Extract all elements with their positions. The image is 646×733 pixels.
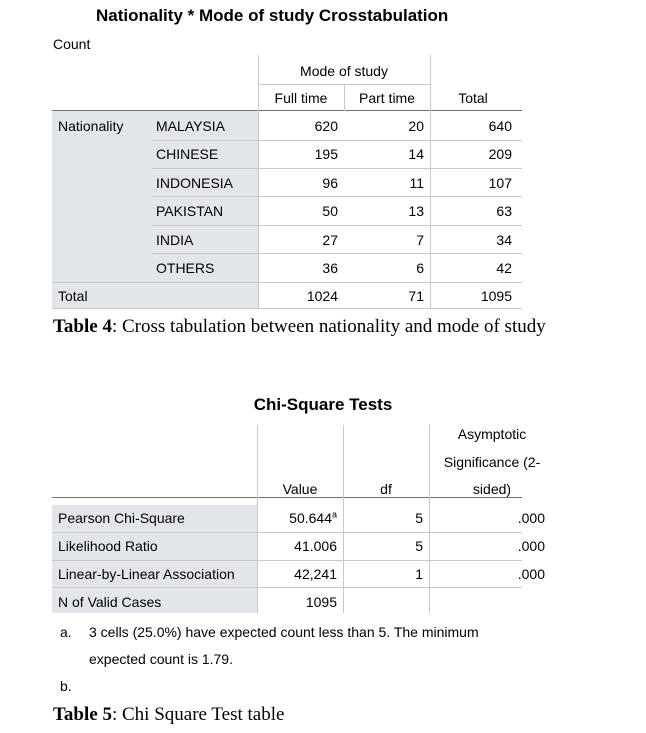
total-full-time: 1024 (306, 288, 338, 304)
row-label: PAKISTAN (156, 203, 224, 219)
table4-caption (53, 316, 546, 338)
row-line (152, 253, 522, 254)
table5-caption (53, 704, 284, 726)
chisq-title: Chi-Square Tests (253, 395, 393, 414)
row-label: MALAYSIA (156, 118, 225, 134)
row-line (52, 532, 522, 533)
chisq-cell-value: 41.006 (294, 538, 337, 554)
cell-full-time: 620 (314, 118, 338, 134)
chisq-cell-df: 1 (415, 566, 423, 582)
chisq-cell-value: 1095 (305, 594, 337, 610)
col-header-part-time: Part time (358, 90, 415, 106)
cell-part-time: 20 (408, 118, 424, 134)
row-group-label: Nationality (58, 118, 124, 134)
chisq-row-label: Likelihood Ratio (58, 538, 158, 554)
cell-part-time: 14 (408, 146, 424, 162)
total-part-time: 71 (408, 288, 424, 304)
chisq-cell-value (257, 510, 337, 526)
footnote-a-line1: 3 cells (25.0%) have expected count less than 5. The minimum (89, 624, 479, 640)
chisq-cell-df: 5 (415, 510, 423, 526)
caption-prefix: Table 4 (53, 316, 112, 337)
footnote-a-marker: a. (60, 624, 72, 640)
chisq-cell-value: 42,241 (294, 566, 337, 582)
chisq-header-bottom-rule (52, 497, 522, 498)
cell-total: 34 (496, 232, 512, 248)
chisq-cell-sig: .000 (517, 538, 545, 554)
mode-of-study-header: Mode of study (300, 63, 388, 79)
col-header-sig-line3: sided) (472, 481, 512, 497)
caption-text: : Chi Square Test table (111, 704, 285, 725)
cell-total: 107 (488, 175, 512, 191)
cell-total: 42 (496, 260, 512, 276)
crosstab-title: Nationality * Mode of study Crosstabulation (96, 6, 449, 25)
footnote-marker: a (331, 509, 337, 520)
cell-part-time: 13 (408, 203, 424, 219)
cell-full-time: 96 (322, 175, 338, 191)
row-line (52, 560, 522, 561)
row-line (52, 282, 522, 283)
cell-full-time: 36 (322, 260, 338, 276)
cell-full-time: 195 (314, 146, 338, 162)
cell-part-time: 6 (416, 260, 424, 276)
chisq-cell-df: 5 (415, 538, 423, 554)
caption-text: : Cross tabulation between nationality and mode of study (111, 316, 546, 337)
row-label: INDONESIA (156, 175, 234, 191)
col-header-value: Value (282, 481, 318, 497)
cell-part-time: 11 (409, 175, 424, 191)
row-line (152, 196, 522, 197)
row-line (152, 225, 522, 226)
row-line (152, 168, 522, 169)
cell-total: 640 (488, 118, 512, 134)
row-line (52, 587, 522, 588)
caption-prefix: Table 5 (53, 704, 112, 725)
row-label: CHINESE (156, 146, 219, 162)
col-header-total: Total (458, 90, 488, 106)
chisq-row-label: N of Valid Cases (58, 594, 162, 610)
table-bottom-rule (52, 308, 522, 309)
cell-full-time: 27 (322, 232, 338, 248)
chisq-row-label: Linear-by-Linear Association (58, 566, 235, 582)
col-header-sig-line2: Significance (2- (443, 454, 541, 470)
header-bottom-rule (52, 110, 522, 111)
row-label: INDIA (156, 232, 194, 248)
cell-part-time: 7 (416, 232, 424, 248)
chisq-row-label: Pearson Chi-Square (58, 510, 185, 526)
col-header-sig-line1: Asymptotic (457, 426, 527, 442)
chisq-cell-sig: .000 (517, 566, 545, 582)
chisq-cell-sig: .000 (517, 510, 545, 526)
total-row-label: Total (58, 288, 88, 304)
count-label: Count (53, 36, 91, 52)
footnote-b-marker: b. (60, 678, 72, 694)
row-line (152, 140, 522, 141)
cell-full-time: 50 (322, 203, 338, 219)
col-header-full-time: Full time (274, 90, 328, 106)
row-label: OTHERS (156, 260, 215, 276)
footnote-a-line2: expected count is 1.79. (89, 651, 233, 667)
total-total: 1095 (480, 288, 512, 304)
value-text: 50.644 (289, 510, 332, 526)
col-header-df: df (380, 481, 392, 497)
cell-total: 209 (488, 146, 512, 162)
cell-total: 63 (496, 203, 512, 219)
